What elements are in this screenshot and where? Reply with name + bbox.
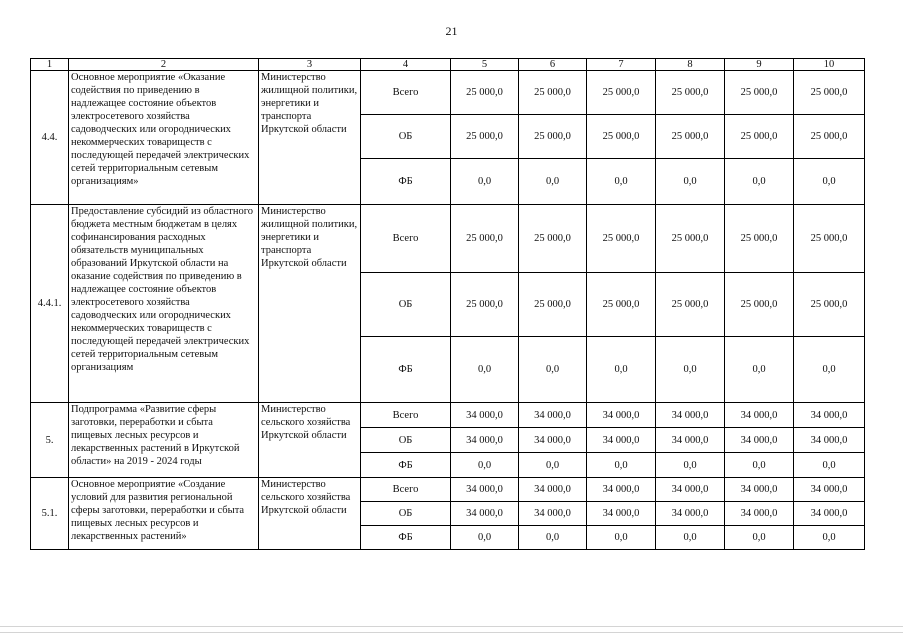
amount-cell: 0,0 [656,526,725,550]
item-name: Предоставление субсидий из областного бюджета местным бюджетам в целях софинансирования расходных обязательств муниципальных образований Иркутской области на оказание содействия по приведению в надлежащее состояние объектов электросетевого хозяйства садоводческих или огороднических некоммерческих товариществ с последующей передачей электрических сетей территориальным сетевым организациям [69,205,259,403]
header-cell: 5 [451,59,519,71]
amount-cell: 0,0 [794,526,865,550]
amount-cell: 0,0 [451,337,519,403]
table-body [31,71,865,550]
item-number: 5.1. [31,478,69,550]
funding-source: Всего [361,71,451,115]
amount-cell: 25 000,0 [794,205,865,273]
header-cell: 4 [361,59,451,71]
item-executor: Министерство сельского хозяйства Иркутской области [259,478,361,550]
header-cell: 3 [259,59,361,71]
item-executor: Министерство жилищной политики, энергетики и транспорта Иркутской области [259,71,361,205]
item-number: 5. [31,403,69,478]
table-row [31,403,865,428]
amount-cell: 34 000,0 [451,403,519,428]
header-cell: 7 [587,59,656,71]
item-number: 4.4.1. [31,205,69,403]
amount-cell: 34 000,0 [725,478,794,502]
amount-cell: 34 000,0 [519,502,587,526]
funding-source: ОБ [361,428,451,453]
amount-cell: 34 000,0 [725,502,794,526]
amount-cell: 0,0 [519,159,587,205]
amount-cell: 0,0 [725,526,794,550]
page-number: 21 [445,24,458,38]
amount-cell: 0,0 [725,337,794,403]
amount-cell: 25 000,0 [794,273,865,337]
funding-source: ФБ [361,159,451,205]
amount-cell: 0,0 [587,453,656,478]
funding-source: Всего [361,205,451,273]
amount-cell: 25 000,0 [725,273,794,337]
amount-cell: 25 000,0 [725,205,794,273]
item-number: 4.4. [31,71,69,205]
amount-cell: 0,0 [451,453,519,478]
header-cell: 8 [656,59,725,71]
header-cell: 2 [69,59,259,71]
amount-cell: 25 000,0 [794,71,865,115]
amount-cell: 0,0 [794,159,865,205]
amount-cell: 0,0 [451,159,519,205]
amount-cell: 25 000,0 [656,115,725,159]
amount-cell: 34 000,0 [794,502,865,526]
amount-cell: 25 000,0 [725,115,794,159]
header-cell: 9 [725,59,794,71]
table-row [31,205,865,273]
item-name: Основное мероприятие «Создание условий для развития региональной сферы заготовки, переработки и сбыта пищевых лесных ресурсов и лекарственных растений» [69,478,259,550]
amount-cell: 0,0 [794,453,865,478]
funding-source: Всего [361,478,451,502]
amount-cell: 0,0 [656,337,725,403]
amount-cell: 34 000,0 [587,403,656,428]
amount-cell: 0,0 [725,159,794,205]
amount-cell: 25 000,0 [656,205,725,273]
amount-cell: 25 000,0 [451,115,519,159]
amount-cell: 0,0 [519,526,587,550]
amount-cell: 25 000,0 [451,205,519,273]
budget-table [30,58,865,550]
funding-source: Всего [361,403,451,428]
amount-cell: 25 000,0 [519,205,587,273]
amount-cell: 34 000,0 [587,502,656,526]
amount-cell: 34 000,0 [451,502,519,526]
item-executor: Министерство сельского хозяйства Иркутской области [259,403,361,478]
amount-cell: 25 000,0 [656,273,725,337]
amount-cell: 34 000,0 [794,403,865,428]
amount-cell: 34 000,0 [451,478,519,502]
amount-cell: 34 000,0 [725,428,794,453]
amount-cell: 25 000,0 [794,115,865,159]
amount-cell: 25 000,0 [451,273,519,337]
amount-cell: 25 000,0 [519,115,587,159]
funding-source: ОБ [361,273,451,337]
amount-cell: 25 000,0 [656,71,725,115]
amount-cell: 34 000,0 [725,403,794,428]
amount-cell: 25 000,0 [519,71,587,115]
amount-cell: 0,0 [587,337,656,403]
amount-cell: 34 000,0 [519,478,587,502]
amount-cell: 0,0 [587,159,656,205]
funding-source: ОБ [361,115,451,159]
amount-cell: 0,0 [656,453,725,478]
amount-cell: 25 000,0 [725,71,794,115]
amount-cell: 34 000,0 [519,403,587,428]
amount-cell: 0,0 [519,453,587,478]
amount-cell: 34 000,0 [656,403,725,428]
amount-cell: 0,0 [587,526,656,550]
funding-source: ФБ [361,337,451,403]
amount-cell: 25 000,0 [587,273,656,337]
header-row [31,59,865,71]
amount-cell: 0,0 [451,526,519,550]
item-name: Основное мероприятие «Оказание содействия по приведению в надлежащее состояние объектов электросетевого хозяйства садоводческих или огороднических некоммерческих товариществ с последующей передачей электрических сетей территориальным сетевым организациям» [69,71,259,205]
amount-cell: 34 000,0 [519,428,587,453]
amount-cell: 25 000,0 [587,205,656,273]
item-name: Подпрограмма «Развитие сферы заготовки, переработки и сбыта пищевых лесных ресурсов и лекарственных растений в Иркутской области» на 2019 - 2024 годы [69,403,259,478]
scan-artifact-line [0,626,903,627]
amount-cell: 0,0 [656,159,725,205]
amount-cell: 34 000,0 [587,478,656,502]
header-cell: 6 [519,59,587,71]
amount-cell: 0,0 [725,453,794,478]
amount-cell: 0,0 [519,337,587,403]
amount-cell: 25 000,0 [451,71,519,115]
header-cell: 1 [31,59,69,71]
amount-cell: 25 000,0 [587,115,656,159]
table-row [31,71,865,115]
amount-cell: 34 000,0 [451,428,519,453]
table-row [31,478,865,502]
amount-cell: 0,0 [794,337,865,403]
amount-cell: 34 000,0 [656,478,725,502]
amount-cell: 34 000,0 [656,502,725,526]
scan-artifact-line [0,632,903,633]
header-cell: 10 [794,59,865,71]
amount-cell: 34 000,0 [587,428,656,453]
amount-cell: 34 000,0 [656,428,725,453]
funding-source: ФБ [361,453,451,478]
funding-source: ОБ [361,502,451,526]
amount-cell: 34 000,0 [794,428,865,453]
amount-cell: 34 000,0 [794,478,865,502]
item-executor: Министерство жилищной политики, энергетики и транспорта Иркутской области [259,205,361,403]
funding-source: ФБ [361,526,451,550]
amount-cell: 25 000,0 [587,71,656,115]
amount-cell: 25 000,0 [519,273,587,337]
